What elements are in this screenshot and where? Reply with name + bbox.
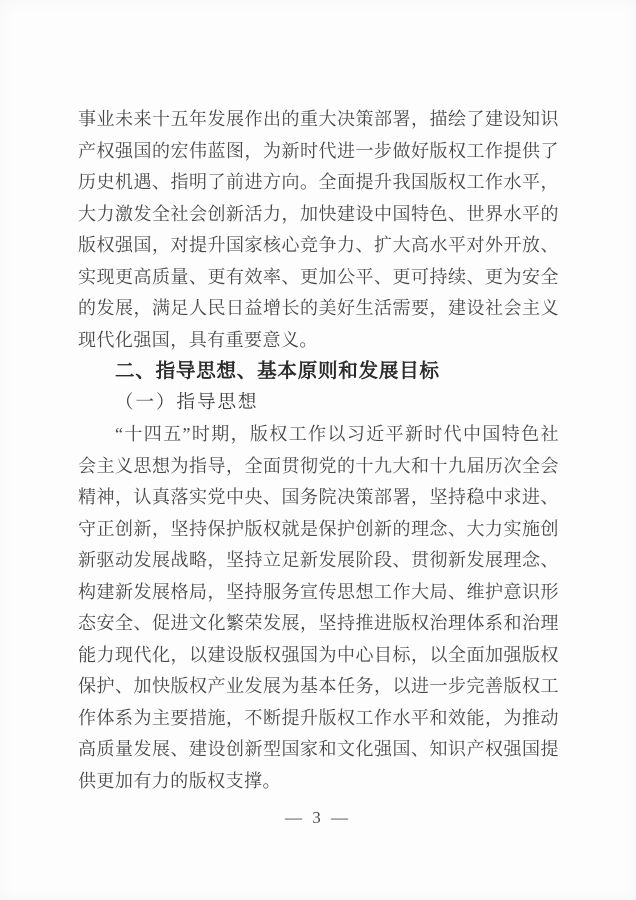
text-line: 构建新发展格局，坚持服务宣传思想工作大局、维护意识形 <box>78 581 559 602</box>
text-line: 守正创新，坚持保护版权就是保护创新的理念、大力实施创 <box>78 518 559 539</box>
text-line: 大力激发全社会创新活力，加快建设中国特色、世界水平的 <box>78 203 559 224</box>
text-line: 高质量发展、建设创新型国家和文化强国、知识产权强国提 <box>78 739 559 759</box>
subsection-heading: （一）指导思想 <box>115 392 259 413</box>
text-line: 供更加有力的版权支撑。 <box>78 770 281 791</box>
text-line: 能力现代化，以建设版权强国为中心目标，以全面加强版权 <box>78 644 559 665</box>
text-line: 会主义思想为指导，全面贯彻党的十九大和十九届历次全会 <box>78 455 559 476</box>
document-text-block <box>78 104 559 797</box>
text-line: 产权强国的宏伟蓝图，为新时代进一步做好版权工作提供了 <box>78 140 559 161</box>
text-line: “十四五”时期，版权工作以习近平新时代中国特色社 <box>115 424 559 444</box>
text-line: 版权强国，对提升国家核心竞争力、扩大高水平对外开放、 <box>78 235 559 255</box>
page-number: — 3 — <box>285 808 351 827</box>
text-line: 新驱动发展战略，坚持立足新发展阶段、贯彻新发展理念、 <box>78 550 559 570</box>
section-heading: 二、指导思想、基本原则和发展目标 <box>115 360 440 382</box>
text-line: 实现更高质量、更有效率、更加公平、更可持续、更为安全 <box>78 266 559 287</box>
text-line: 历史机遇、指明了前进方向。全面提升我国版权工作水平， <box>78 172 559 192</box>
text-line: 作体系为主要措施，不断提升版权工作水平和效能，为推动 <box>78 707 559 728</box>
text-line: 态安全、促进文化繁荣发展，坚持推进版权治理体系和治理 <box>78 613 559 633</box>
text-line: 的发展，满足人民日益增长的美好生活需要，建设社会主义 <box>78 298 559 318</box>
text-line: 事业未来十五年发展作出的重大决策部署，描绘了建设知识 <box>78 109 559 129</box>
text-line: 保护、加快版权产业发展为基本任务，以进一步完善版权工 <box>78 676 559 696</box>
text-line: 精神，认真落实党中央、国务院决策部署，坚持稳中求进、 <box>78 487 559 507</box>
text-line: 现代化强国，具有重要意义。 <box>78 329 318 350</box>
